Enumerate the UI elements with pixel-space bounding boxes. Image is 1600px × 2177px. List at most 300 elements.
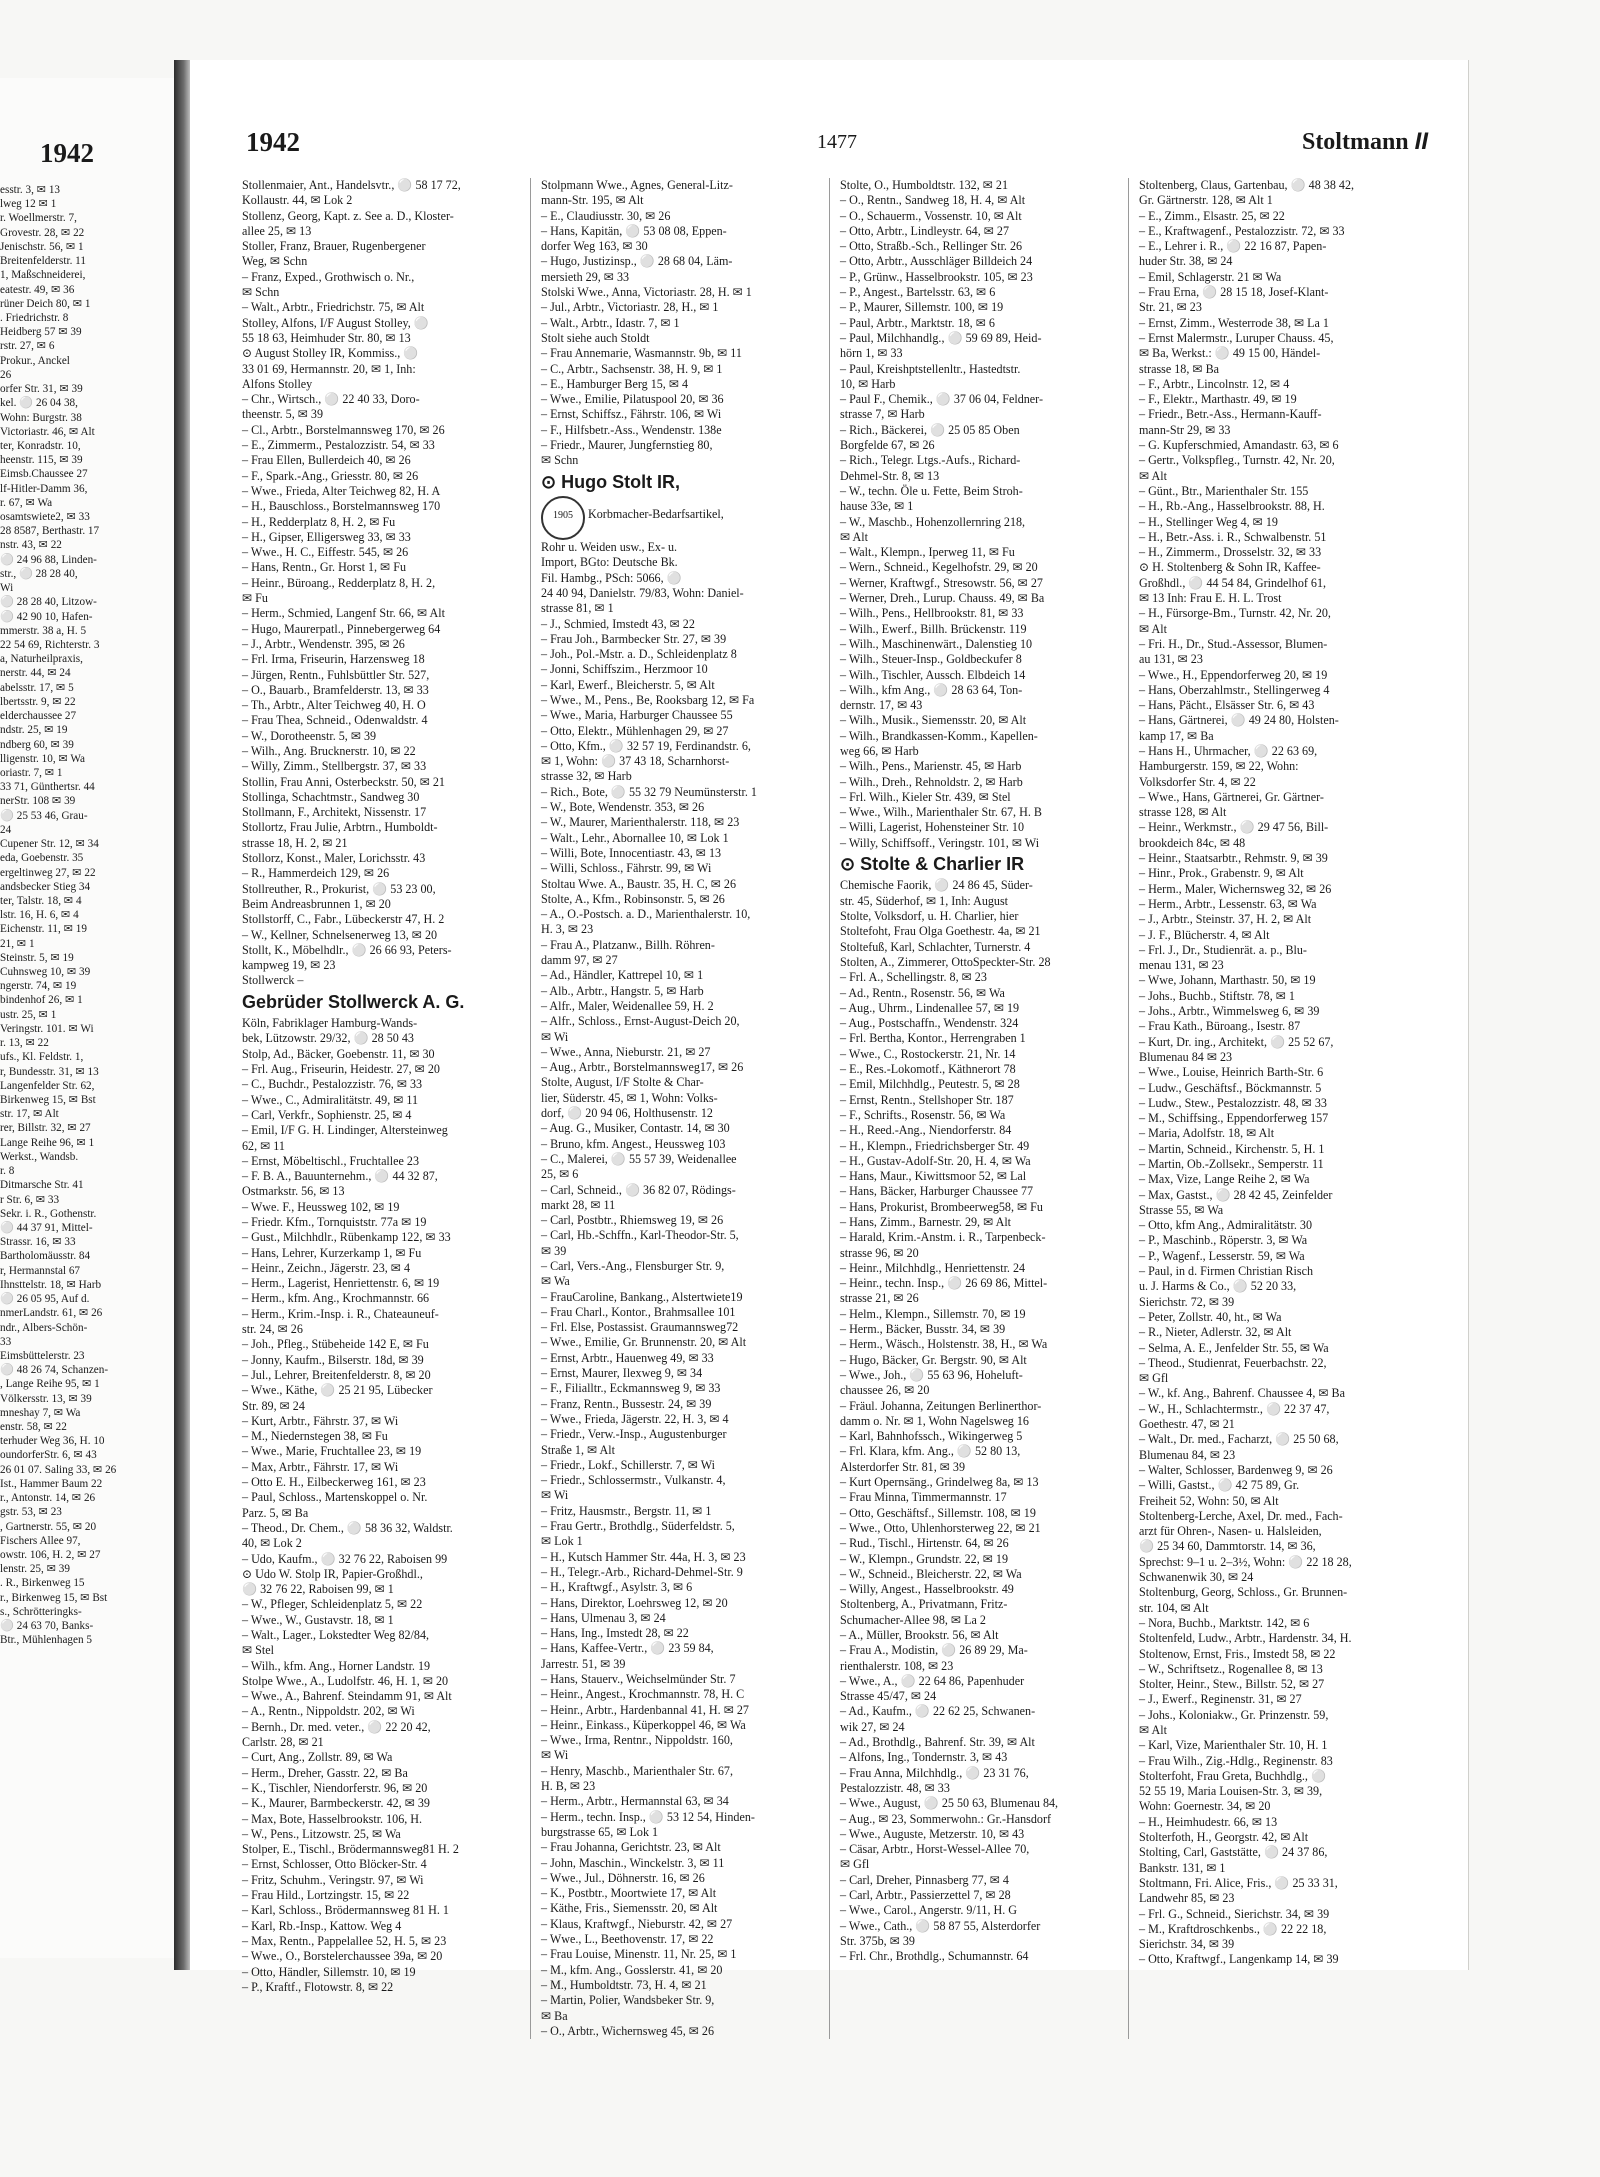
entry-line: – Ernst, Arbtr., Hauenweg 49, ✉ 33	[541, 1350, 714, 1365]
entry-line: – Rich., Bäckerei, ⚪ 25 05 85 Oben	[840, 422, 1020, 437]
surname-entry-line: Stoltau Wwe. A., Baustr. 35, H. C, ✉ 26	[541, 876, 737, 891]
entry-line: – Jul., Lehrer, Breitenfelderstr. 8, ✉ 20	[242, 1367, 431, 1382]
entry-line: – Käthe, Fris., Siemensstr. 20, ✉ Alt	[541, 1901, 718, 1916]
previous-page-line: abelsstr. 17, ✉ 5	[0, 681, 74, 694]
entry-line: – Wilh., Maschinenwärt., Dalenstieg 10	[840, 636, 1033, 651]
previous-page-line: ⚪ 48 26 74, Schanzen-	[0, 1364, 109, 1377]
entry-line: – Herm., Schmied, Langenf Str. 66, ✉ Alt	[242, 606, 445, 621]
entry-line: – Henry, Maschb., Marienthaler Str. 67,	[541, 1763, 733, 1778]
entry-line: – F., Arbtr., Lincolnstr. 12, ✉ 4	[1139, 376, 1290, 391]
entry-line: – Wwe., Irma, Rentnr., Nippoldstr. 160,	[541, 1733, 733, 1748]
surname-entry-line: Stolterfoth, H., Georgstr. 42, ✉ Alt	[1139, 1830, 1309, 1845]
page-year: 1942	[246, 126, 300, 157]
entry-text: Korbmacher-Bedarfsartikel,	[585, 507, 724, 522]
entry-line: – Otto, Arbtr., Ausschläger Billdeich 24	[840, 254, 1033, 269]
entry-line: – Jonny, Kaufm., Bilserstr. 18d, ✉ 39	[242, 1352, 424, 1367]
entry-line: – Frau A., Modistin, ⚪ 26 89 29, Ma-	[840, 1643, 1028, 1658]
entry-line: – Ernst, Maurer, Ilexweg 9, ✉ 34	[541, 1366, 703, 1381]
previous-page-line: Victoriastr. 46, ✉ Alt	[0, 425, 95, 438]
entry-line: – Paul, Milchhandlg., ⚪ 59 69 89, Heid-	[840, 330, 1042, 345]
entry-line: – J., Arbtr., Wendenstr. 395, ✉ 26	[242, 636, 405, 651]
entry-line: – Fräul. Johanna, Zeitungen Berlinerthor-	[840, 1398, 1042, 1413]
entry-line: ✉ 1, Wohn: ⚪ 37 43 18, Scharnhorst-	[541, 754, 730, 769]
founding-seal-icon: 1905	[541, 496, 585, 540]
surname-entry-line: Stollenmaier, Ant., Handelsvtr., ⚪ 58 17 72,	[242, 178, 461, 192]
entry-line: – Ernst Malermstr., Luruper Chauss. 45,	[1139, 330, 1334, 345]
entry-line: – Ad., Händler, Kattrepel 10, ✉ 1	[541, 968, 704, 983]
surname-entry-line: Stolley, Alfons, I/F August Stolley, ⚪	[242, 315, 429, 330]
entry-line: – Hugo, Justizinsp., ⚪ 28 68 04, Läm-	[541, 254, 733, 269]
entry-line: – G. Kupferschmied, Amandastr. 63, ✉ 6	[1139, 438, 1339, 453]
surname-entry-line: Stolpmann Wwe., Agnes, General-Litz-	[541, 178, 733, 192]
entry-line: hause 33e, ✉ 1	[840, 499, 914, 514]
entry-line: – Wern., Schneid., Kegelhofstr. 29, ✉ 20	[840, 560, 1038, 575]
entry-line: – Walt., Lehr., Abornallee 10, ✉ Lok 1	[541, 830, 729, 845]
previous-page-line: bindenhof 26, ✉ 1	[0, 994, 83, 1007]
previous-page-line: Veringstr. 101. ✉ Wi	[0, 1022, 94, 1035]
entry-line: – Maria, Adolfstr. 18, ✉ Alt	[1139, 1126, 1275, 1141]
previous-page-line: oundorferStr. 6, ✉ 43	[0, 1449, 97, 1462]
entry-line: ✉ Gfl	[840, 1857, 870, 1872]
surname-entry-line: Stolten, A., Zimmerer, OttoSpeckter-Str. 28	[840, 954, 1051, 969]
entry-line: – K., Maurer, Barmbeckerstr. 42, ✉ 39	[242, 1796, 430, 1811]
entry-line: ✉ 13 Inh: Frau E. H. L. Trost	[1139, 591, 1282, 606]
entry-line: – H., Fürsorge-Bm., Turnstr. 42, Nr. 20,	[1139, 606, 1331, 621]
previous-page-line: lstr. 16, H. 6, ✉ 4	[0, 909, 79, 922]
previous-page-line: a, Naturheilpraxis,	[0, 653, 83, 666]
surname-entry-line: Stollt, K., Möbelhdlr., ⚪ 26 66 93, Peters-	[242, 942, 452, 957]
entry-line: ✉ Ba, Werkst.: ⚪ 49 15 00, Händel-	[1139, 346, 1321, 361]
entry-line: – Max, Vize, Lange Reihe 2, ✉ Wa	[1139, 1172, 1310, 1187]
entry-line: – E., Res.-Lokomotf., Käthnerort 78	[840, 1062, 1016, 1077]
firm-heading: ⊙ Stolte & Charlier IR	[840, 854, 1025, 875]
entry-line: – Rich., Bote, ⚪ 55 32 79 Neumünsterstr. 1	[541, 784, 757, 799]
entry-line: – H., Kutsch Hammer Str. 44a, H. 3, ✉ 23	[541, 1549, 746, 1564]
entry-line: – Frau Erna, ⚪ 28 15 18, Josef-Klant-	[1139, 285, 1329, 300]
entry-line: – Ernst, Möbeltischl., Fruchtallee 23	[242, 1153, 420, 1168]
running-head	[1302, 128, 1428, 156]
entry-line: str. 24, ✉ 26	[242, 1322, 303, 1337]
entry-line: – Friedr., Betr.-Ass., Hermann-Kauff-	[1139, 407, 1322, 422]
entry-line: – W., H., Schlachtermstr., ⚪ 22 37 47,	[1139, 1401, 1330, 1416]
entry-line: – Wwe, Johann, Marthastr. 50, ✉ 19	[1139, 973, 1316, 988]
entry-line: – Otto, Arbtr., Lindleystr. 64, ✉ 27	[840, 223, 1010, 238]
entry-line: – Paul, in d. Firmen Christian Risch	[1139, 1264, 1314, 1279]
entry-line: strasse 18, ✉ Ba	[1139, 361, 1219, 376]
surname-entry-line: Stolt siehe auch Stoldt	[541, 330, 650, 345]
entry-line: 10, ✉ Harb	[840, 376, 896, 391]
entry-line: – Herm., Wäsch., Holstenstr. 38, H., ✉ Wa	[840, 1337, 1048, 1352]
entry-line: – F., Hilfsbetr.-Ass., Wendenstr. 138e	[541, 422, 722, 437]
entry-line: – Frl. Chr., Brothdlg., Schumannstr. 64	[840, 1949, 1029, 1964]
previous-page-line: Cupener Str. 12, ✉ 34	[0, 838, 99, 851]
surname-entry-line: Stoltenberg, A., Privatmann, Fritz-	[840, 1597, 1008, 1612]
entry-line: Parz. 5, ✉ Ba	[242, 1505, 309, 1520]
entry-line: Weg, ✉ Schn	[242, 254, 308, 269]
entry-line: Jarrestr. 51, ✉ 39	[541, 1656, 626, 1671]
previous-page-line: Eimsbüttelerstr. 23	[0, 1349, 85, 1362]
entry-line: – Ludw., Stew., Pestalozzistr. 48, ✉ 33	[1139, 1095, 1327, 1110]
entry-line: – Karl, Ewerf., Bleicherstr. 5, ✉ Alt	[541, 677, 715, 692]
entry-line: – Ernst, Rentn., Stellshoper Str. 187	[840, 1092, 1014, 1107]
previous-page-line: Eichenstr. 11, ✉ 19	[0, 923, 87, 936]
entry-line: – Wilh., kfm Ang., ⚪ 28 63 64, Ton-	[840, 682, 1023, 697]
entry-line: menau 131, ✉ 23	[1139, 958, 1224, 973]
entry-line: – W., Schneid., Bleicherstr. 22, ✉ Wa	[840, 1566, 1022, 1581]
entry-line: – A., Rentn., Nippoldstr. 202, ✉ Wi	[242, 1704, 415, 1719]
entry-line: – A., Müller, Brookstr. 56, ✉ Alt	[840, 1628, 999, 1642]
entry-line: – Karl, Rb.-Insp., Kattow. Weg 4	[242, 1918, 402, 1933]
previous-page-line: lf-Hitler-Damm 36,	[0, 482, 88, 495]
entry-line: – Hans, Kapitän, ⚪ 53 08 08, Eppen-	[541, 223, 727, 238]
entry-line: – P., Maschinb., Röperstr. 3, ✉ Wa	[1139, 1233, 1308, 1248]
entry-line: – O., Rentn., Sandweg 18, H. 4, ✉ Alt	[840, 193, 1026, 208]
entry-line: Landwehr 85, ✉ 23	[1139, 1891, 1235, 1906]
entry-line: – E., Zimmerm., Pestalozzistr. 54, ✉ 33	[242, 438, 435, 453]
entry-line: strasse 18, H. 2, ✉ 21	[242, 835, 348, 850]
entry-line: – Bernh., Dr. med. veter., ⚪ 22 20 42,	[242, 1719, 431, 1734]
entry-line: – K., Tischler, Niendorferstr. 96, ✉ 20	[242, 1780, 428, 1795]
entry-line: – Frau Anna, Milchhdlg., ⚪ 23 31 76,	[840, 1765, 1029, 1780]
surname-entry-line: Stoltenberg, Claus, Gartenbau, ⚪ 48 38 42,	[1139, 178, 1355, 192]
entry-line: – Hinr., Prok., Grabenstr. 9, ✉ Alt	[1139, 866, 1304, 881]
entry-line: strasse 96, ✉ 20	[840, 1245, 919, 1260]
entry-line: ✉ Wi	[541, 1748, 569, 1763]
entry-line: – C., Malerei, ⚪ 55 57 39, Weidenallee	[541, 1151, 737, 1166]
surname-entry-line: Stolpe Wwe., A., Ludolfstr. 46, H. 1, ✉ 20	[242, 1673, 449, 1688]
entry-line: – Heinr., Staatsarbtr., Rehmstr. 9, ✉ 39	[1139, 851, 1328, 866]
entry-line: – J., Ewerf., Reginenstr. 31, ✉ 27	[1139, 1692, 1302, 1707]
entry-line-with-seal	[541, 496, 823, 540]
previous-page-line: 24	[0, 823, 12, 836]
entry-line: damm 97, ✉ 27	[541, 953, 618, 968]
entry-line: – W., Maurer, Marienthalerstr. 118, ✉ 23	[541, 815, 740, 830]
entry-line: – Wilh., Tischler, Aussch. Elbdeich 14	[840, 667, 1026, 682]
entry-line: ✉ Lok 1	[541, 1534, 583, 1549]
column-2	[541, 178, 830, 2039]
entry-line: – Aug. G., Musiker, Contastr. 14, ✉ 30	[541, 1121, 730, 1136]
entry-line: au 131, ✉ 23	[1139, 652, 1203, 667]
entry-line: – E., Zimm., Elsastr. 25, ✉ 22	[1139, 208, 1285, 223]
surname-entry-line: Stollortz, Frau Julie, Arbtrn., Humboldt-	[242, 820, 438, 835]
entry-line: – Alb., Arbtr., Hangstr. 5, ✉ Harb	[541, 983, 704, 998]
entry-line: – Max, Arbtr., Fährstr. 17, ✉ Wi	[242, 1459, 399, 1474]
previous-page-line: gstr. 53, ✉ 23	[0, 1506, 62, 1519]
entry-line: – R., Nieter, Adlerstr. 32, ✉ Alt	[1139, 1325, 1292, 1340]
entry-line: – P., Grünw., Hasselbrookstr. 105, ✉ 23	[840, 269, 1033, 284]
entry-line: Borgfelde 67, ✉ 26	[840, 438, 935, 453]
surname-entry-line: Stolp, Ad., Bäcker, Goebenstr. 11, ✉ 30	[242, 1046, 435, 1061]
entry-line: – H., Zimmerm., Drosselstr. 32, ✉ 33	[1139, 545, 1322, 560]
entry-line: – Wwe., H. C., Eiffestr. 545, ✉ 26	[242, 545, 409, 560]
surname-entry-line: Stollwerck –	[242, 973, 304, 988]
previous-page-line: Cuhnsweg 10, ✉ 39	[0, 966, 91, 979]
entry-line: – H., Betr.-Ass. i. R., Schwalbenstr. 51	[1139, 529, 1327, 544]
entry-line: – Johs., Koloniakw., Gr. Prinzenstr. 59,	[1139, 1707, 1329, 1722]
entry-line: – Peter, Zollstr. 40, ht., ✉ Wa	[1139, 1309, 1282, 1324]
entry-line: – Carl, Schneid., ⚪ 36 82 07, Rödings-	[541, 1182, 736, 1197]
entry-line: – Hans, Zimm., Barnestr. 29, ✉ Alt	[840, 1214, 1012, 1229]
entry-line: Fil. Hambg., PSch: 5066, ⚪	[541, 570, 682, 585]
entry-line: – Walt., Lager., Lokstedter Weg 82/84,	[242, 1628, 430, 1642]
entry-line: – Ad., Rentn., Rosenstr. 56, ✉ Wa	[840, 985, 1005, 1000]
entry-line: – Martin, Polier, Wandsbeker Str. 9,	[541, 1993, 715, 2008]
entry-line: – Herm., Maler, Wichernsweg 32, ✉ 26	[1139, 881, 1332, 896]
entry-line: Alfons Stolley	[242, 376, 313, 391]
entry-line: strasse 32, ✉ Harb	[541, 769, 632, 784]
entry-line: – Herm., Arbtr., Hermannstal 63, ✉ 34	[541, 1794, 729, 1809]
entry-line: – H., Gustav-Adolf-Str. 20, H. 4, ✉ Wa	[840, 1153, 1031, 1168]
entry-line: – P., Maurer, Sillemstr. 100, ✉ 19	[840, 300, 1004, 315]
entry-line: – Martin, Ob.-Zollsekr., Semperstr. 11	[1139, 1157, 1324, 1171]
previous-page-line: 21, ✉ 1	[0, 937, 35, 950]
entry-line: – Frau Minna, Timmermannstr. 17	[840, 1490, 1007, 1505]
page-number: 1477	[817, 130, 857, 153]
surname-entry-line: Stollin, Frau Anni, Osterbeckstr. 50, ✉ 21	[242, 774, 445, 789]
entry-line: – Wwe., Emilie, Gr. Brunnenstr. 20, ✉ Alt	[541, 1335, 747, 1350]
entry-line: mann-Str. 195, ✉ Alt	[541, 193, 644, 208]
previous-page-line: eatestr. 49, ✉ 36	[0, 283, 75, 296]
entry-line: – Werner, Kraftwgf., Stresowstr. 56, ✉ 27	[840, 575, 1043, 590]
entry-line: – Wilh., Steuer-Insp., Goldbeckufer 8	[840, 652, 1022, 667]
previous-page-line: 1, Maßschneiderei,	[0, 269, 86, 282]
entry-line: – Günt., Btr., Marienthaler Str. 155	[1139, 483, 1309, 498]
entry-line: – Hugo, Maurerpatl., Pinnebergerweg 64	[242, 621, 441, 636]
entry-line: – H., Klempn., Friedrichsberger Str. 49	[840, 1138, 1030, 1153]
entry-line: – Frau Ellen, Bullerdeich 40, ✉ 26	[242, 453, 411, 468]
previous-page-line: esstr. 3, ✉ 13	[0, 184, 61, 196]
entry-line: – E., Lehrer i. R., ⚪ 22 16 87, Papen-	[1139, 239, 1327, 254]
entry-line: – Wilh., Ang. Brucknerstr. 10, ✉ 22	[242, 743, 416, 758]
surname-entry-line: Stoltenburg, Georg, Schloss., Gr. Brunnen-	[1139, 1585, 1348, 1600]
surname-entry-line: Stoltenow, Ernst, Fris., Imstedt 58, ✉ 22	[1139, 1646, 1336, 1661]
entry-line: – Th., Arbtr., Alter Teichweg 40, H. O	[242, 698, 426, 713]
entry-line: – Frau Wilh., Zig.-Hdlg., Reginenstr. 83	[1139, 1753, 1333, 1768]
entry-line: 52 55 19, Maria Louisen-Str. 3, ✉ 39,	[1139, 1784, 1323, 1799]
entry-line: – F. B. A., Bauunternehm., ⚪ 44 32 87,	[242, 1169, 438, 1184]
previous-page-line: ⚪ 24 63 70, Banks-	[0, 1620, 94, 1633]
entry-line: – Herm., Lagerist, Henriettenstr. 6, ✉ 19	[242, 1276, 440, 1291]
previous-page-line: r Str. 6, ✉ 33	[0, 1193, 60, 1206]
entry-line: – Frau Charl., Kontor., Brahmsallee 101	[541, 1304, 736, 1319]
entry-line: – Selma, A. E., Jenfelder Str. 55, ✉ Wa	[1139, 1340, 1329, 1355]
previous-page-line: r. 8	[0, 1165, 15, 1178]
entry-line: – Helm., Klempn., Sillemstr. 70, ✉ 19	[840, 1306, 1026, 1321]
entry-line: – Wwe., Anna, Nieburstr. 21, ✉ 27	[541, 1044, 711, 1059]
entry-line: – Frl. Bertha, Kontor., Herrengraben 1	[840, 1031, 1026, 1046]
entry-line: – Aug., ✉ 23, Sommerwohn.: Gr.-Hansdorf	[840, 1811, 1052, 1826]
entry-line: – Wwe., Jul., Döhnerstr. 16, ✉ 26	[541, 1870, 705, 1885]
entry-line: – Kurt, Arbtr., Fährstr. 37, ✉ Wi	[242, 1413, 399, 1428]
entry-line: – Cäsar, Arbtr., Horst-Wessel-Allee 70,	[840, 1842, 1030, 1857]
entry-line: – Harald, Krim.-Anstm. i. R., Tarpenbeck-	[840, 1230, 1046, 1245]
entry-line: – Emil, I/F G. H. Lindinger, Altersteinweg	[242, 1123, 448, 1138]
firm-heading: ⊙ Hugo Stolt IR,	[541, 471, 681, 492]
entry-line: 25, ✉ 6	[541, 1167, 579, 1182]
entry-line: – Wwe., Käthe, ⚪ 25 21 95, Lübecker	[242, 1383, 433, 1398]
entry-line: – Ernst, Schlosser, Otto Blöcker-Str. 4	[242, 1857, 427, 1872]
entry-line: – Wwe., Wilh., Marienthaler Str. 67, H. B	[840, 805, 1042, 820]
entry-line: bek, Lützowstr. 29/32, ⚪ 28 50 43	[242, 1031, 414, 1046]
previous-page-line: nmerLandstr. 61, ✉ 26	[0, 1307, 103, 1320]
entry-line: – Wwe., H., Eppendorferweg 20, ✉ 19	[1139, 667, 1328, 682]
entry-line: Beim Andreasbrunnen 1, ✉ 20	[242, 896, 391, 911]
entry-line: – Otto, Elektr., Mühlenhagen 29, ✉ 27	[541, 723, 729, 738]
entry-line: – H., Reed.-Ang., Niendorferstr. 84	[840, 1123, 1012, 1138]
entry-line: – Wwe., Maria, Harburger Chaussee 55	[541, 708, 733, 723]
entry-line: strasse 81, ✉ 1	[541, 601, 614, 616]
running-head-suffix: II	[1414, 128, 1428, 155]
entry-line: – Wwe., Otto, Uhlenhorsterweg 22, ✉ 21	[840, 1520, 1041, 1535]
entry-line: – Hans, Oberzahlmstr., Stellingerweg 4	[1139, 682, 1330, 697]
surname-entry-line: Stollstorff, C., Fabr., Lübeckerstr 47, H. 2	[242, 912, 445, 927]
previous-page-line: Heidberg 57 ✉ 39	[0, 326, 82, 339]
entry-line: Sprechst: 9–1 u. 2–3½, Wohn: ⚪ 22 18 28,	[1139, 1554, 1352, 1569]
surname-entry-line: Stollenz, Georg, Kapt. z. See a. D., Kloster-	[242, 208, 454, 223]
entry-line: – Nora, Buchb., Marktstr. 142, ✉ 6	[1139, 1615, 1310, 1630]
entry-line: – Walt., Dr. med., Facharzt, ⚪ 25 50 68,	[1139, 1432, 1339, 1447]
entry-line: – Friedr., Schlossermstr., Vulkanstr. 4,	[541, 1473, 726, 1488]
entry-line: – Willy, Angest., Hasselbrookstr. 49	[840, 1582, 1014, 1597]
entry-line: – Friedr., Maurer, Jungfernstieg 80,	[541, 438, 713, 453]
entry-line: Str. 89, ✉ 24	[242, 1398, 305, 1413]
entry-line: – Otto, Kraftwgf., Langenkamp 14, ✉ 39	[1139, 1952, 1339, 1967]
entry-line: – Cl., Arbtr., Borstelmannsweg 170, ✉ 26	[242, 422, 445, 437]
previous-page-line: mneshay 7, ✉ Wa	[0, 1406, 81, 1419]
entry-line: arzt für Ohren-, Nasen- u. Halsleiden,	[1139, 1524, 1322, 1539]
entry-line: – Walt., Arbtr., Friedrichstr. 75, ✉ Alt	[242, 300, 425, 315]
previous-page-line: Steinstr. 5, ✉ 19	[0, 951, 74, 964]
previous-page-line: 22 54 69, Richterstr. 3	[0, 639, 100, 651]
entry-line: – M., Niedernstegen 38, ✉ Fu	[242, 1429, 388, 1444]
surname-entry-line: Stolper, E., Tischl., Brödermannsweg81 H. 2	[242, 1842, 459, 1857]
entry-line: – Willi, Lagerist, Hohensteiner Str. 10	[840, 820, 1025, 835]
surname-entry-line: Stolte, August, I/F Stolte & Char-	[541, 1075, 704, 1090]
entry-line: huder Str. 38, ✉ 24	[1139, 254, 1233, 269]
entry-line: ✉ Fu	[242, 591, 268, 606]
entry-line: – Hans, Kaffee-Vertr., ⚪ 23 59 84,	[541, 1641, 714, 1656]
entry-line: – Wwe., C., Rostockerstr. 21, Nr. 14	[840, 1046, 1016, 1061]
entry-line: – M., Kraftdroschkenbs., ⚪ 22 22 18,	[1139, 1921, 1327, 1936]
entry-line: – Gertr., Volkspfleg., Turnstr. 42, Nr. 20,	[1139, 453, 1335, 468]
surname-entry-line: Stoltenfeld, Ludw., Arbtr., Hardenstr. 34, H.	[1139, 1631, 1352, 1646]
entry-line: Bankstr. 131, ✉ 1	[1139, 1860, 1226, 1875]
entry-line: dorf, ⚪ 20 94 06, Holthusenstr. 12	[541, 1106, 713, 1121]
entry-line: – W., Pens., Litzowstr. 25, ✉ Wa	[242, 1826, 401, 1841]
previous-page-line: 26 01 07. Saling 33, ✉ 26	[0, 1463, 117, 1476]
entry-line: – Hugo, Bäcker, Gr. Bergstr. 90, ✉ Alt	[840, 1352, 1027, 1367]
entry-line: – Aug., Postschaffn., Wendenstr. 324	[840, 1016, 1019, 1031]
entry-line: – H., Bauschloss., Borstelmannsweg 170	[242, 499, 441, 514]
surname-entry-line: Stoller, Franz, Brauer, Rugenbergener	[242, 239, 426, 254]
previous-page-line: Bartholomäusstr. 84	[0, 1250, 91, 1263]
firm-heading: Gebrüder Stollwerck A. G.	[242, 991, 465, 1012]
entry-line: – Theod., Studienrat, Feuerbachstr. 22,	[1139, 1355, 1327, 1370]
entry-line: – Herm., Arbtr., Lessenstr. 63, ✉ Wa	[1139, 896, 1317, 911]
entry-line: Freiheit 52, Wohn: 50, ✉ Alt	[1139, 1493, 1279, 1508]
entry-line: – Ad., Kaufm., ⚪ 22 62 25, Schwanen-	[840, 1704, 1036, 1719]
entry-line: – Joh., Pol.-Mstr. a. D., Schleidenplatz 8	[541, 647, 737, 662]
entry-line: – Hans, Direktor, Loehrsweg 12, ✉ 20	[541, 1595, 728, 1610]
entry-line: ✉ Stel	[242, 1643, 274, 1658]
previous-page-line: 28 8587, Berthastr. 17	[0, 525, 100, 538]
entry-line: – Carl, Hb.-Schffn., Karl-Theodor-Str. 5,	[541, 1228, 739, 1243]
entry-line: ✉ Gfl	[1139, 1371, 1169, 1386]
entry-line: ✉ Alt	[1139, 468, 1167, 483]
entry-line: – Franz, Exped., Grothwisch o. Nr.,	[242, 269, 415, 284]
column-4	[1139, 178, 1428, 2039]
entry-line: – Frau Joh., Barmbecker Str. 27, ✉ 39	[541, 631, 727, 646]
entry-line: – W., Klempn., Grundstr. 22, ✉ 19	[840, 1551, 1009, 1566]
previous-page-line: Eimsb.Chaussee 27	[0, 468, 88, 481]
entry-line: – Wwe., A., ⚪ 22 64 86, Papenhuder	[840, 1673, 1025, 1688]
entry-line: brookdeich 84c, ✉ 48	[1139, 835, 1246, 850]
previous-page-line: lenstr. 25, ✉ 39	[0, 1563, 70, 1576]
entry-line: – Johs., Buchb., Stiftstr. 78, ✉ 1	[1139, 988, 1295, 1003]
surname-entry-line: Stollreuther, R., Prokurist, ⚪ 53 23 00,	[242, 881, 436, 896]
entry-line: Straße 1, ✉ Alt	[541, 1442, 615, 1457]
previous-page-line: str. 17, ✉ Alt	[0, 1108, 59, 1121]
entry-line: – Wilh., Pens., Hellbrookstr. 81, ✉ 33	[840, 606, 1024, 621]
entry-line: – W., kf. Ang., Bahrenf. Chaussee 4, ✉ Ba	[1139, 1386, 1345, 1401]
previous-page-edge	[0, 78, 175, 1958]
previous-page-line: Lange Reihe 96, ✉ 1	[0, 1136, 95, 1149]
entry-line: H. B, ✉ 23	[541, 1779, 596, 1794]
entry-line: – H., Rb.-Ang., Hasselbrookstr. 88, H.	[1139, 499, 1325, 514]
previous-page-line: orfer Str. 31, ✉ 39	[0, 383, 83, 396]
previous-page-line: Völkersstr. 13, ✉ 39	[0, 1392, 92, 1405]
entry-line: – Herm., kfm. Ang., Krochmannstr. 66	[242, 1291, 430, 1306]
entry-line: – Frl. A., Schellingstr. 8, ✉ 23	[840, 970, 987, 985]
previous-page-line: Btr., Mühlenhagen 5	[0, 1634, 92, 1647]
entry-line: – Hans, Gärtnerei, ⚪ 49 24 80, Holsten-	[1139, 713, 1339, 728]
entry-line: – Hans, Bäcker, Harburger Chaussee 77	[840, 1184, 1034, 1199]
column-1	[242, 178, 531, 2039]
entry-line: Chemische Faorik, ⚪ 24 86 45, Süder-	[840, 878, 1033, 893]
entry-line: – Emil, Milchhdlg., Peutestr. 5, ✉ 28	[840, 1077, 1020, 1092]
entry-line: Sierichstr. 72, ✉ 39	[1139, 1294, 1235, 1309]
previous-page-line: Ihnsttelstr. 18, ✉ Harb	[0, 1278, 102, 1291]
surname-entry-line: ⊙ August Stolley IR, Kommiss., ⚪	[242, 346, 419, 361]
entry-line: – Wwe., L., Beethovenstr. 17, ✉ 22	[541, 1932, 714, 1947]
entry-line: – Wwe., A., Bahrenf. Steindamm 91, ✉ Alt	[242, 1689, 452, 1704]
previous-page-year: 1942	[40, 138, 94, 168]
entry-line: – Hans, Prokurist, Brombeerweg58, ✉ Fu	[840, 1199, 1043, 1214]
entry-line: – Wwe., M., Pens., Be, Rooksbarg 12, ✉ Fa	[541, 693, 755, 707]
entry-line: – Joh., Pfleg., Stübeheide 142 E, ✉ Fu	[242, 1337, 429, 1352]
entry-line: strasse 128, ✉ Alt	[1139, 805, 1227, 820]
entry-line: markt 28, ✉ 11	[541, 1197, 616, 1212]
entry-line: – Heinr., Arbtr., Hardenbannal 41, H. ✉ 27	[541, 1702, 749, 1717]
entry-line: – Kurt Opernsäng., Grindelweg 8a, ✉ 13	[840, 1475, 1039, 1490]
entry-line: – Ernst, Schiffsz., Fährstr. 106, ✉ Wi	[541, 407, 722, 422]
entry-line: 33 01 69, Hermannstr. 20, ✉ 1, Inh:	[242, 361, 416, 376]
entry-line: ✉ Alt	[840, 529, 868, 544]
previous-page-line: 33 71, Günthertsr. 44	[0, 781, 95, 794]
entry-line: – C., Arbtr., Sachsenstr. 38, H. 9, ✉ 1	[541, 361, 723, 376]
entry-line: Kollaustr. 44, ✉ Lok 2	[242, 193, 353, 208]
entry-line: weg 66, ✉ Harb	[840, 743, 919, 758]
entry-line: – Walter, Schlosser, Bardenweg 9, ✉ 26	[1139, 1462, 1333, 1477]
previous-page-line: 33	[0, 1335, 12, 1348]
entry-line: mersieth 29, ✉ 33	[541, 269, 630, 284]
entry-line: Strasse 45/47, ✉ 24	[840, 1689, 937, 1704]
entry-line: – Bruno, kfm. Angest., Heussweg 103	[541, 1136, 726, 1151]
previous-page-line: ufs., Kl. Feldstr. 1,	[0, 1051, 84, 1064]
entry-line: – Fri. H., Dr., Stud.-Assessor, Blumen-	[1139, 636, 1328, 651]
entry-line: – Paul, Arbtr., Marktstr. 18, ✉ 6	[840, 315, 995, 330]
entry-line: – Otto, Kfm., ⚪ 32 57 19, Ferdinandstr. 6,	[541, 738, 751, 753]
